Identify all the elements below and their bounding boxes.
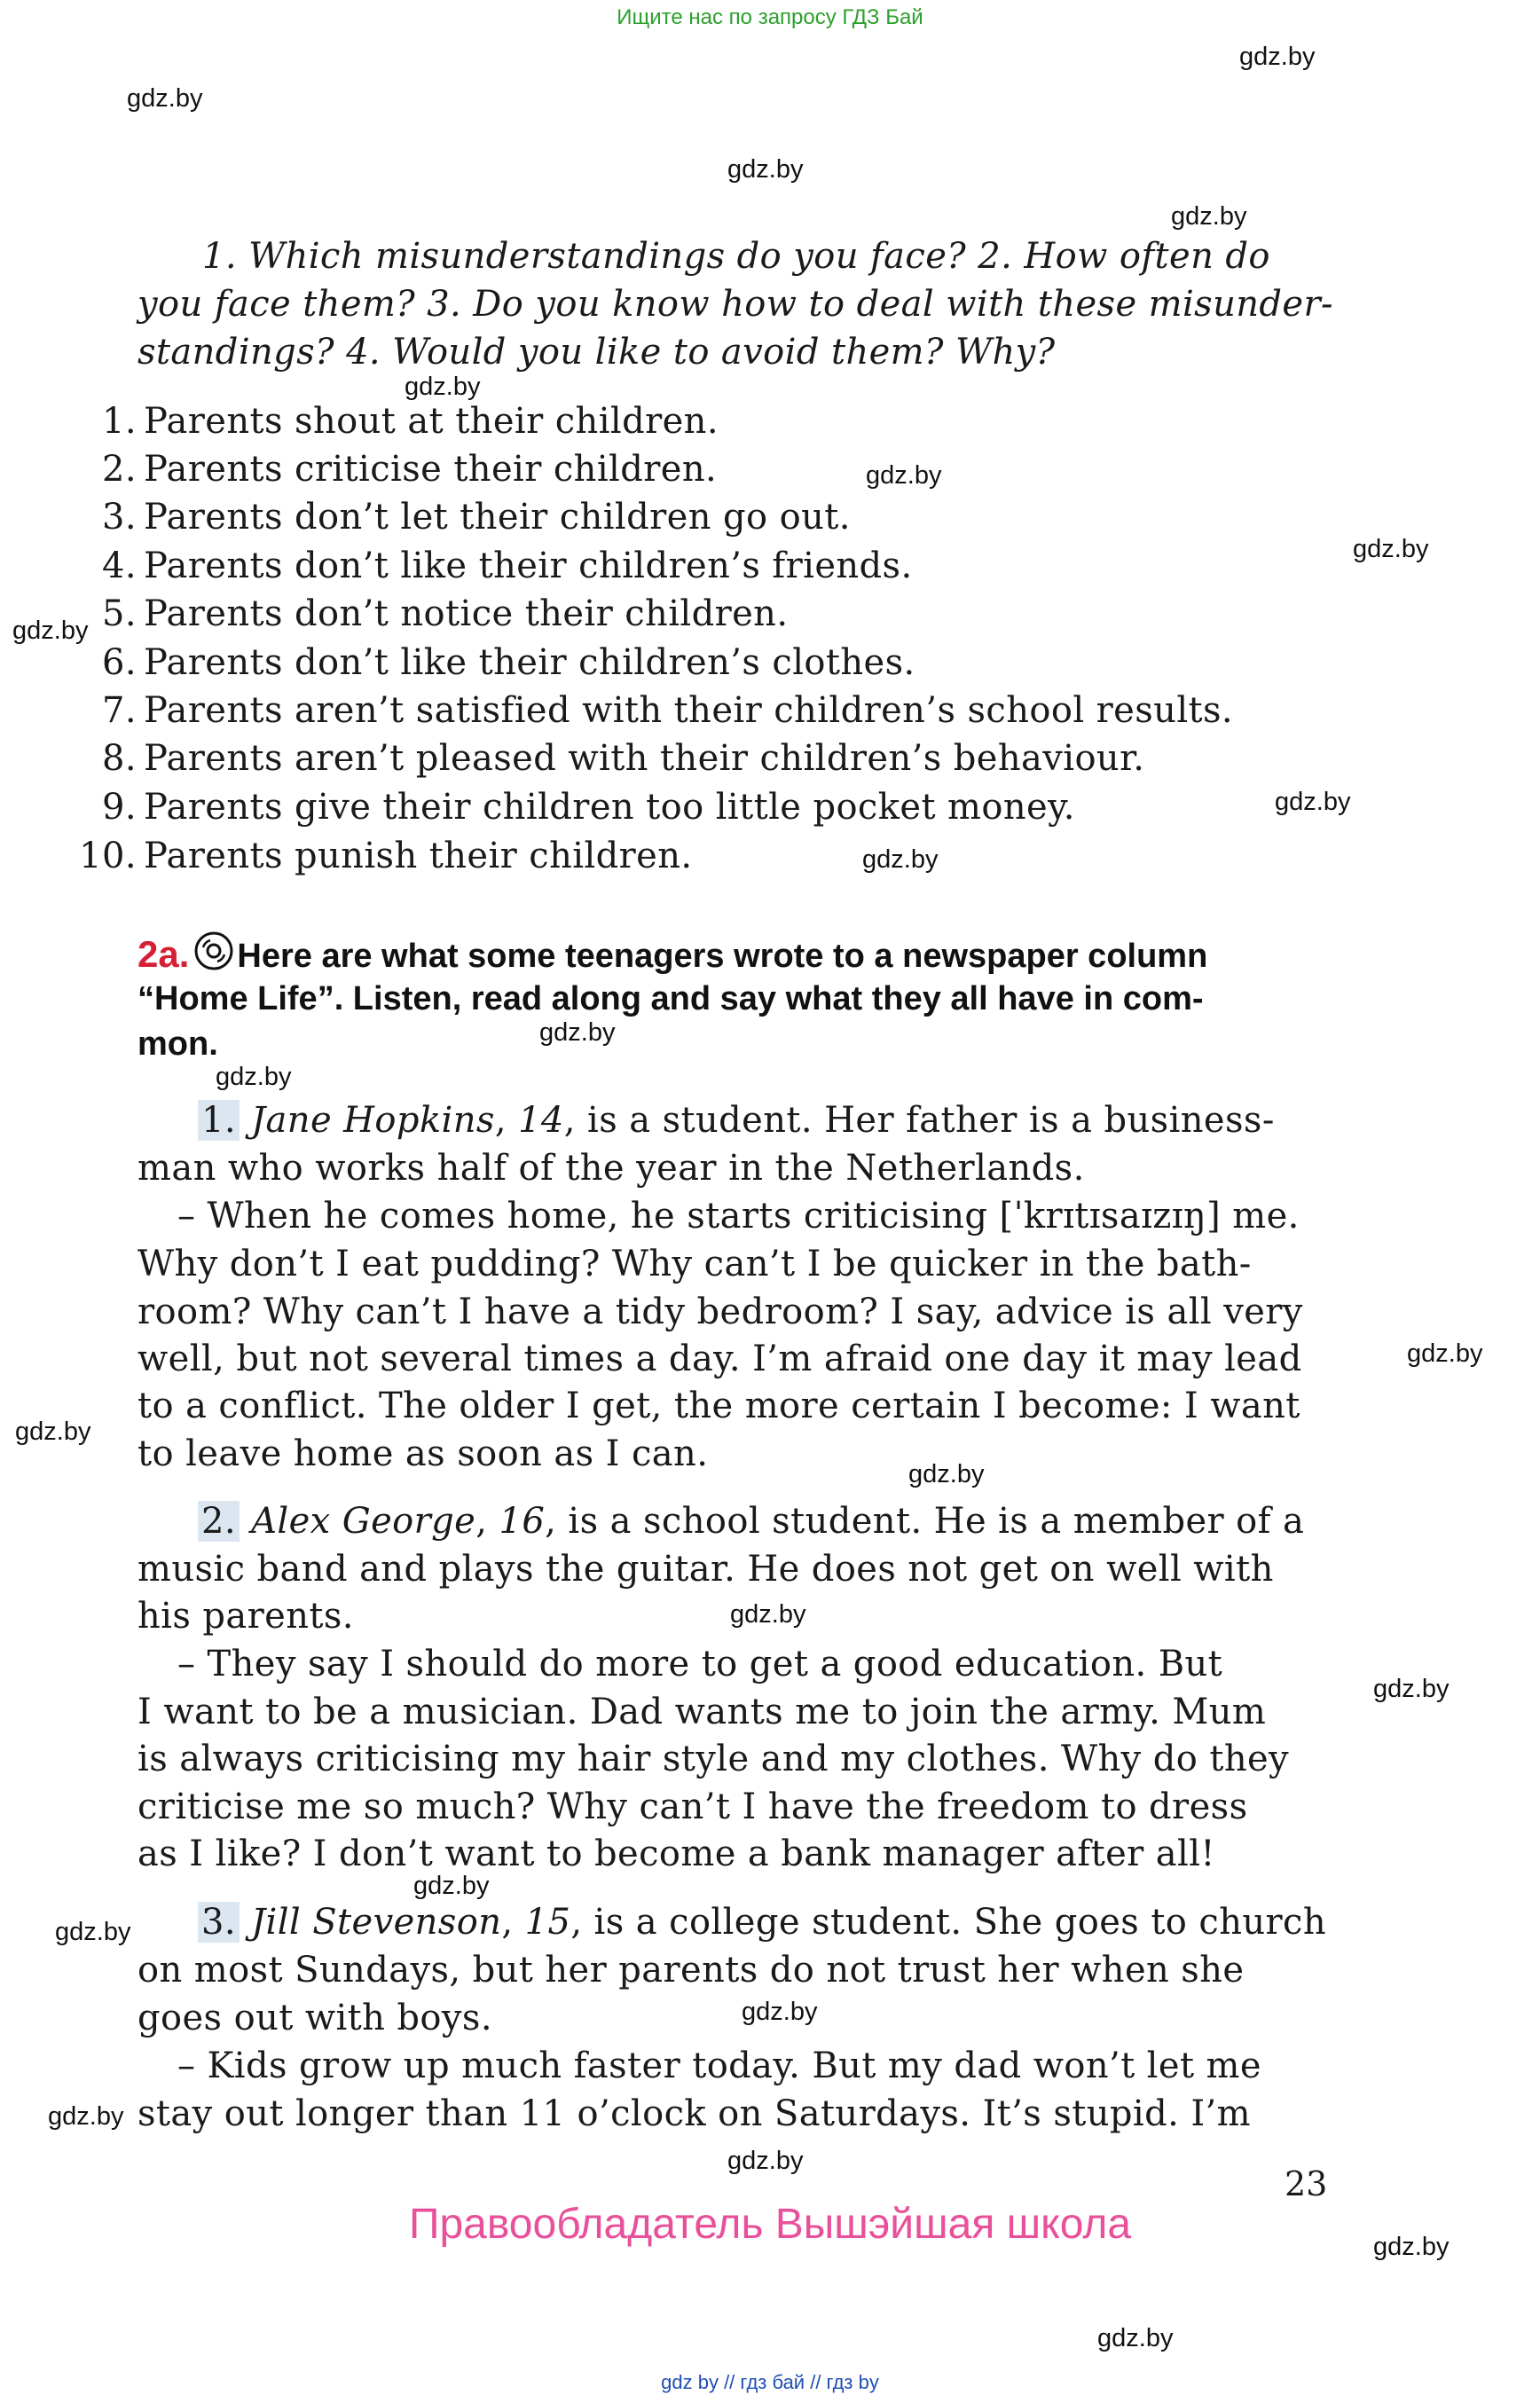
list-item: 3. Parents don’t let their children go out.: [102, 497, 851, 538]
letter-intro: 1. Jane Hopkins, 14, is a student. Her father is a business-: [198, 1096, 1275, 1144]
watermark: gdz.by: [15, 1417, 91, 1446]
letter-line: music band and plays the guitar. He does not get on well with: [138, 1549, 1274, 1590]
watermark: gdz.by: [742, 1998, 818, 2026]
watermark: gdz.by: [1239, 43, 1316, 71]
letter-line: room? Why can’t I have a tidy bedroom? I say, advice is all very: [138, 1292, 1303, 1332]
letter-line: – They say I should do more to get a good education. But: [177, 1644, 1223, 1684]
copyright-notice: Правообладатель Вышэйшая школа: [408, 2201, 1132, 2248]
watermark: gdz.by: [127, 84, 203, 113]
watermark: gdz.by: [539, 1018, 616, 1047]
letter-line: – When he comes home, he starts criticising [ˈkrɪtɪsaɪzɪŋ] me.: [177, 1196, 1300, 1237]
list-item: 4. Parents don’t like their children’s friends.: [102, 546, 913, 586]
letter-line: is always criticising my hair style and my clothes. Why do they: [138, 1739, 1290, 1779]
letter-number: 3.: [198, 1902, 240, 1943]
watermark: gdz.by: [908, 1460, 985, 1488]
page-number: 23: [1285, 2164, 1328, 2203]
letter-line: to leave home as soon as I can.: [138, 1433, 709, 1474]
watermark: gdz.by: [12, 616, 89, 645]
letter-line: man who works half of the year in the Netherlands.: [138, 1148, 1085, 1189]
question-line: standings? 4. Would you like to avoid them? Why?: [138, 332, 1056, 373]
watermark: gdz.by: [1373, 2233, 1450, 2261]
letter-line: on most Sundays, but her parents do not trust her when she: [138, 1950, 1245, 1991]
watermark: gdz.by: [1097, 2324, 1174, 2352]
letter-line: Why don’t I eat pudding? Why can’t I be quicker in the bath-: [138, 1244, 1252, 1284]
letter-line: criticise me so much? Why can’t I have the freedom to dress: [138, 1787, 1248, 1827]
watermark: gdz.by: [1275, 788, 1351, 816]
question-line: 1. Which misunderstandings do you face? 2. How often do: [202, 236, 1270, 277]
watermark: gdz.by: [48, 2102, 124, 2131]
list-item: 9. Parents give their children too little pocket money.: [102, 787, 1075, 828]
letter-number: 2.: [198, 1501, 240, 1542]
letter-number: 1.: [198, 1100, 240, 1141]
list-item: 7. Parents aren’t satisfied with their children’s school results.: [102, 690, 1234, 731]
letter-line: his parents.: [138, 1596, 354, 1637]
task-text: mon.: [138, 1025, 218, 1063]
watermark: gdz.by: [862, 845, 939, 874]
task-text: “Home Life”. Listen, read along and say what they all have in com-: [138, 980, 1204, 1017]
letter-line: I want to be a musician. Dad wants me to join the army. Mum: [138, 1692, 1267, 1732]
top-banner[interactable]: Ищите нас по запросу ГДЗ Бай: [617, 5, 923, 29]
letter-line: goes out with boys.: [138, 1998, 492, 2038]
list-item: 8. Parents aren’t pleased with their children’s behaviour.: [102, 738, 1145, 779]
watermark: gdz.by: [1373, 1675, 1450, 1703]
footer-banner[interactable]: gdz by // гдз бай // гдз by: [661, 2371, 879, 2393]
letter-intro: 2. Alex George, 16, is a school student. He is a member of a: [198, 1497, 1304, 1545]
task-heading: 2a. Here are what some teenagers wrote to a newspaper column: [138, 933, 1208, 975]
list-item: 10. Parents punish their children.: [79, 836, 693, 876]
list-item: 2. Parents criticise their children.: [102, 449, 718, 490]
list-item: 5. Parents don’t notice their children.: [102, 593, 789, 634]
watermark: gdz.by: [730, 1600, 806, 1629]
letter-line: as I like? I don’t want to become a bank manager after all!: [138, 1834, 1215, 1874]
watermark: gdz.by: [413, 1872, 490, 1900]
list-item: 1. Parents shout at their children.: [102, 401, 719, 442]
watermark: gdz.by: [727, 2147, 804, 2175]
task-number: 2a.: [138, 933, 190, 975]
list-item: 6. Parents don’t like their children’s clothes.: [102, 642, 915, 683]
watermark: gdz.by: [1407, 1339, 1483, 1368]
watermark: gdz.by: [1353, 535, 1429, 563]
letter-intro: 3. Jill Stevenson, 15, is a college student. She goes to church: [198, 1898, 1326, 1946]
letter-line: – Kids grow up much faster today. But my dad won’t let me: [177, 2046, 1261, 2086]
letter-line: to a conflict. The older I get, the more certain I become: I want: [138, 1386, 1300, 1426]
watermark: gdz.by: [727, 155, 804, 184]
watermark: gdz.by: [1171, 202, 1247, 231]
audio-cd-icon[interactable]: [194, 931, 233, 970]
question-line: you face them? 3. Do you know how to deal with these misunder-: [138, 284, 1333, 325]
watermark: gdz.by: [55, 1918, 131, 1946]
watermark: gdz.by: [216, 1063, 292, 1091]
letter-line: well, but not several times a day. I’m afraid one day it may lead: [138, 1339, 1302, 1379]
letter-line: stay out longer than 11 o’clock on Saturdays. It’s stupid. I’m: [138, 2093, 1251, 2134]
watermark: gdz.by: [866, 461, 942, 490]
watermark: gdz.by: [405, 373, 481, 401]
